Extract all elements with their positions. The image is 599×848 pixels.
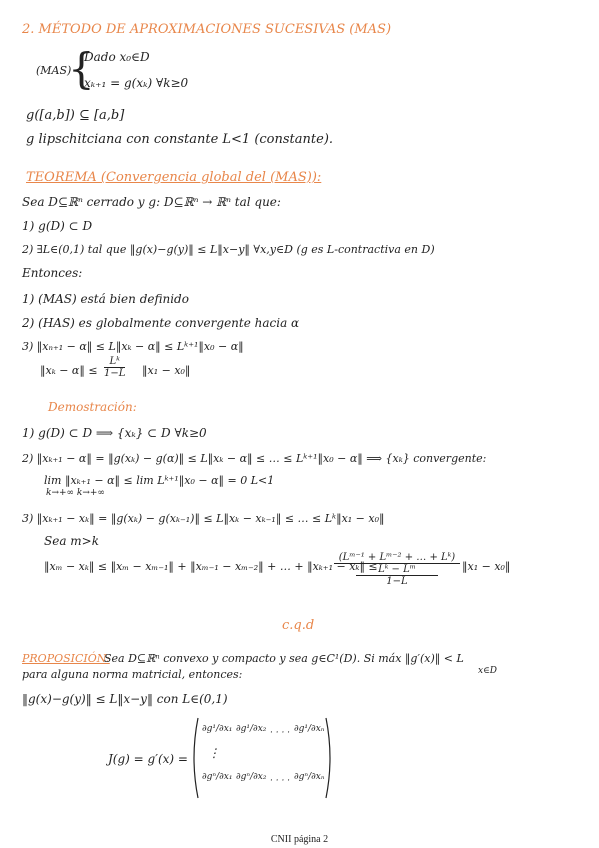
jacobian-r1cn: ∂g¹/∂xₙ [294, 724, 325, 734]
jacobian-rncn: ∂gⁿ/∂xₙ [294, 772, 325, 782]
condition-1: 1) g(D) ⊂ D [22, 219, 93, 233]
theorem-intro: Sea D⊆ℝⁿ cerrado y g: D⊆ℝⁿ → ℝⁿ tal que: [22, 195, 281, 209]
jacobian-label: J(g) = g′(x) = [108, 752, 188, 766]
demo-step-2b: lim ‖xₖ₊₁ − α‖ ≤ lim Lᵏ⁺¹‖x₀ − α‖ = 0 L<1 [44, 474, 275, 487]
result-3b-denominator: 1−L [104, 368, 126, 379]
right-paren [326, 718, 330, 798]
jacobian-r1-dots: · · · · [270, 728, 291, 738]
proposition-text-1: Sea D⊆ℝⁿ convexo y compacto y sea g∈C¹(D). Si máx ‖g′(x)‖ < L [104, 652, 464, 665]
demo-step-1: 1) g(D) ⊂ D ⟹ {xₖ} ⊂ D ∀k≥0 [22, 426, 207, 440]
result-2: 2) (HAS) es globalmente convergente hacia α [22, 316, 300, 330]
hypothesis-1: g([a,b]) ⊆ [a,b] [26, 108, 125, 123]
mas-label: (MAS) [36, 64, 72, 77]
demo-step-3b-den1: Lᵏ − Lᵐ [356, 564, 438, 576]
section-title: 2. MÉTODO DE APROXIMACIONES SUCESIVAS (MAS) [22, 22, 392, 37]
theorem-title: TEOREMA (Convergencia global del (MAS)): [26, 170, 322, 185]
demo-step-2: 2) ‖xₖ₊₁ − α‖ = ‖g(xₖ) − g(α)‖ ≤ L‖xₖ − α‖ ≤ … ≤ Lᵏ⁺¹‖x₀ − α‖ ⟹ {xₖ} convergente: [22, 452, 487, 465]
result-3b-left: ‖xₖ − α‖ ≤ [40, 364, 98, 377]
demo-step-3b-numerator: (Lᵐ⁻¹ + Lᵐ⁻² + … + Lᵏ) [334, 552, 460, 564]
result-1: 1) (MAS) está bien definido [22, 292, 189, 306]
proposition-text-3: ‖g(x)−g(y)‖ ≤ L‖x−y‖ con L∈(0,1) [22, 692, 228, 706]
left-paren [194, 718, 198, 798]
jacobian-r1c2: ∂g¹/∂x₂ [236, 724, 267, 734]
proposition-text-2: para alguna norma matricial, entonces: [22, 668, 243, 681]
jacobian-vdots: ⋮ [208, 746, 220, 760]
result-3: 3) ‖xₙ₊₁ − α‖ ≤ L‖xₖ − α‖ ≤ Lᵏ⁺¹‖x₀ − α‖ [22, 340, 244, 353]
jacobian-rnc2: ∂gⁿ/∂x₂ [236, 772, 267, 782]
demo-step-2b-sub: k→+∞ k→+∞ [46, 488, 105, 498]
proposition-title: PROPOSICIÓN: [22, 652, 110, 665]
mas-line-1: Dado x₀∈D [84, 50, 150, 64]
page-footer: CNII página 2 [270, 834, 329, 845]
left-brace: { [68, 44, 95, 93]
jacobian-r1c1: ∂g¹/∂x₁ [202, 724, 233, 734]
entonces-label: Entonces: [22, 266, 83, 280]
demo-step-3b-fraction [334, 552, 460, 587]
jacobian-rn-dots: · · · · [270, 776, 291, 786]
demo-step-3: 3) ‖xₖ₊₁ − xₖ‖ = ‖g(xₖ) − g(xₖ₋₁)‖ ≤ L‖xₖ − xₖ₋₁‖ ≤ … ≤ Lᵏ‖x₁ − x₀‖ [22, 512, 385, 525]
demo-step-3b: ‖xₘ − xₖ‖ ≤ ‖xₘ − xₘ₋₁‖ + ‖xₘ₋₁ − xₘ₋₂‖ + … + ‖xₖ₊₁ − xₖ‖ ≤ [44, 560, 378, 573]
jacobian-rnc1: ∂gⁿ/∂x₁ [202, 772, 233, 782]
result-3b-right: ‖x₁ − x₀‖ [142, 364, 191, 377]
result-3b-fraction [104, 356, 125, 379]
result-3b-numerator: Lᵏ [104, 356, 125, 368]
condition-2: 2) ∃L∈(0,1) tal que ‖g(x)−g(y)‖ ≤ L‖x−y‖ ∀x,y∈D (g es L-contractiva en D) [22, 243, 435, 256]
hypothesis-2: g lipschitciana con constante L<1 (constante). [26, 132, 334, 147]
proposition-sub: x∈D [478, 666, 497, 676]
mas-line-2: xₖ₊₁ = g(xₖ) ∀k≥0 [84, 76, 189, 90]
sea-m-label: Sea m>k [44, 534, 99, 548]
demo-step-3b-right: ‖x₁ − x₀‖ [462, 560, 511, 573]
cqd: c.q.d [282, 618, 315, 633]
demo-step-3b-den2: 1−L [386, 576, 408, 587]
demo-title: Demostración: [48, 400, 137, 414]
